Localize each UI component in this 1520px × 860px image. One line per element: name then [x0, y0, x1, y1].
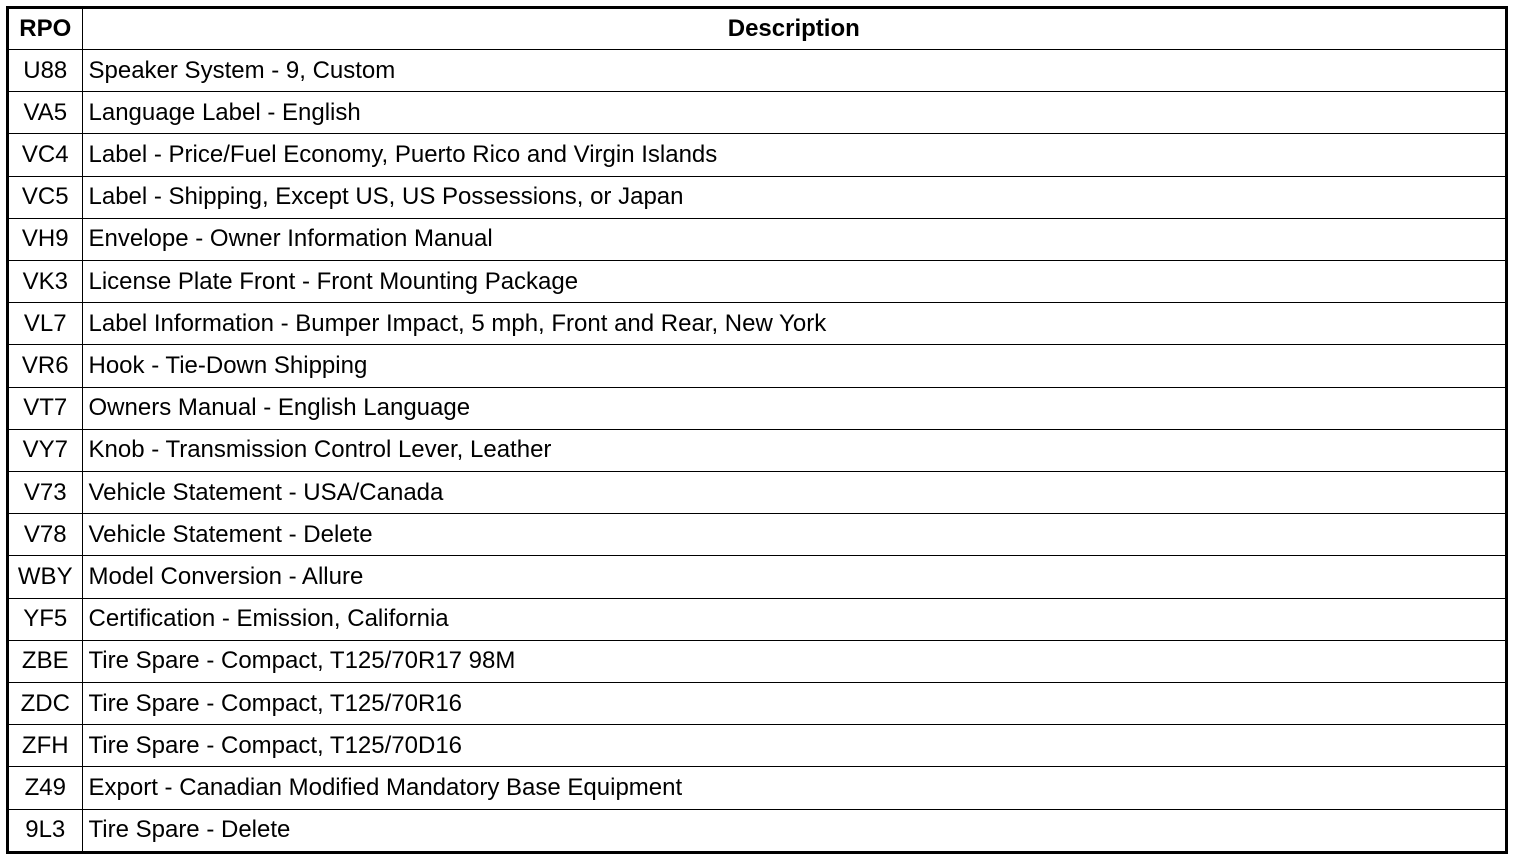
description-cell: Language Label - English — [82, 92, 1505, 134]
table-row — [9, 429, 1505, 471]
description-cell: License Plate Front - Front Mounting Package — [82, 261, 1505, 303]
rpo-column-header: RPO — [9, 9, 82, 50]
rpo-code-cell: Z49 — [9, 767, 82, 809]
description-cell: Envelope - Owner Information Manual — [82, 218, 1505, 260]
rpo-code-cell: WBY — [9, 556, 82, 598]
table-row — [9, 556, 1505, 598]
rpo-code-cell: ZFH — [9, 725, 82, 767]
table-row — [9, 598, 1505, 640]
table-row — [9, 725, 1505, 767]
table-header-row — [9, 9, 1505, 50]
description-cell: Hook - Tie-Down Shipping — [82, 345, 1505, 387]
description-cell: Speaker System - 9, Custom — [82, 50, 1505, 92]
table-row — [9, 176, 1505, 218]
rpo-code-cell: VY7 — [9, 429, 82, 471]
table-body — [9, 50, 1505, 852]
table-row — [9, 345, 1505, 387]
description-cell: Export - Canadian Modified Mandatory Base Equipment — [82, 767, 1505, 809]
table-row — [9, 50, 1505, 92]
table-row — [9, 134, 1505, 176]
rpo-code-cell: ZBE — [9, 640, 82, 682]
description-cell: Vehicle Statement - Delete — [82, 514, 1505, 556]
table-row — [9, 92, 1505, 134]
rpo-code-cell: VK3 — [9, 261, 82, 303]
rpo-code-cell: VC5 — [9, 176, 82, 218]
description-cell: Tire Spare - Compact, T125/70R17 98M — [82, 640, 1505, 682]
rpo-code-cell: U88 — [9, 50, 82, 92]
rpo-code-cell: VT7 — [9, 387, 82, 429]
rpo-code-cell: 9L3 — [9, 809, 82, 851]
rpo-code-cell: V78 — [9, 514, 82, 556]
table-row — [9, 387, 1505, 429]
description-cell: Tire Spare - Delete — [82, 809, 1505, 851]
table-row — [9, 472, 1505, 514]
rpo-code-cell: ZDC — [9, 683, 82, 725]
rpo-code-cell: VC4 — [9, 134, 82, 176]
rpo-code-cell: VA5 — [9, 92, 82, 134]
table-row — [9, 514, 1505, 556]
rpo-table-frame — [6, 6, 1508, 854]
table-row — [9, 218, 1505, 260]
table-row — [9, 640, 1505, 682]
description-cell: Label - Shipping, Except US, US Possessions, or Japan — [82, 176, 1505, 218]
description-cell: Tire Spare - Compact, T125/70D16 — [82, 725, 1505, 767]
rpo-code-cell: YF5 — [9, 598, 82, 640]
description-column-header: Description — [82, 9, 1505, 50]
description-cell: Label Information - Bumper Impact, 5 mph, Front and Rear, New York — [82, 303, 1505, 345]
description-cell: Label - Price/Fuel Economy, Puerto Rico and Virgin Islands — [82, 134, 1505, 176]
table-row — [9, 683, 1505, 725]
description-cell: Model Conversion - Allure — [82, 556, 1505, 598]
table-row — [9, 303, 1505, 345]
description-cell: Owners Manual - English Language — [82, 387, 1505, 429]
table-row — [9, 261, 1505, 303]
description-cell: Tire Spare - Compact, T125/70R16 — [82, 683, 1505, 725]
rpo-code-cell: VR6 — [9, 345, 82, 387]
rpo-code-cell: VL7 — [9, 303, 82, 345]
rpo-table — [9, 9, 1505, 851]
rpo-code-cell: VH9 — [9, 218, 82, 260]
rpo-code-cell: V73 — [9, 472, 82, 514]
description-cell: Vehicle Statement - USA/Canada — [82, 472, 1505, 514]
table-row — [9, 767, 1505, 809]
description-cell: Certification - Emission, California — [82, 598, 1505, 640]
description-cell: Knob - Transmission Control Lever, Leather — [82, 429, 1505, 471]
table-row — [9, 809, 1505, 851]
